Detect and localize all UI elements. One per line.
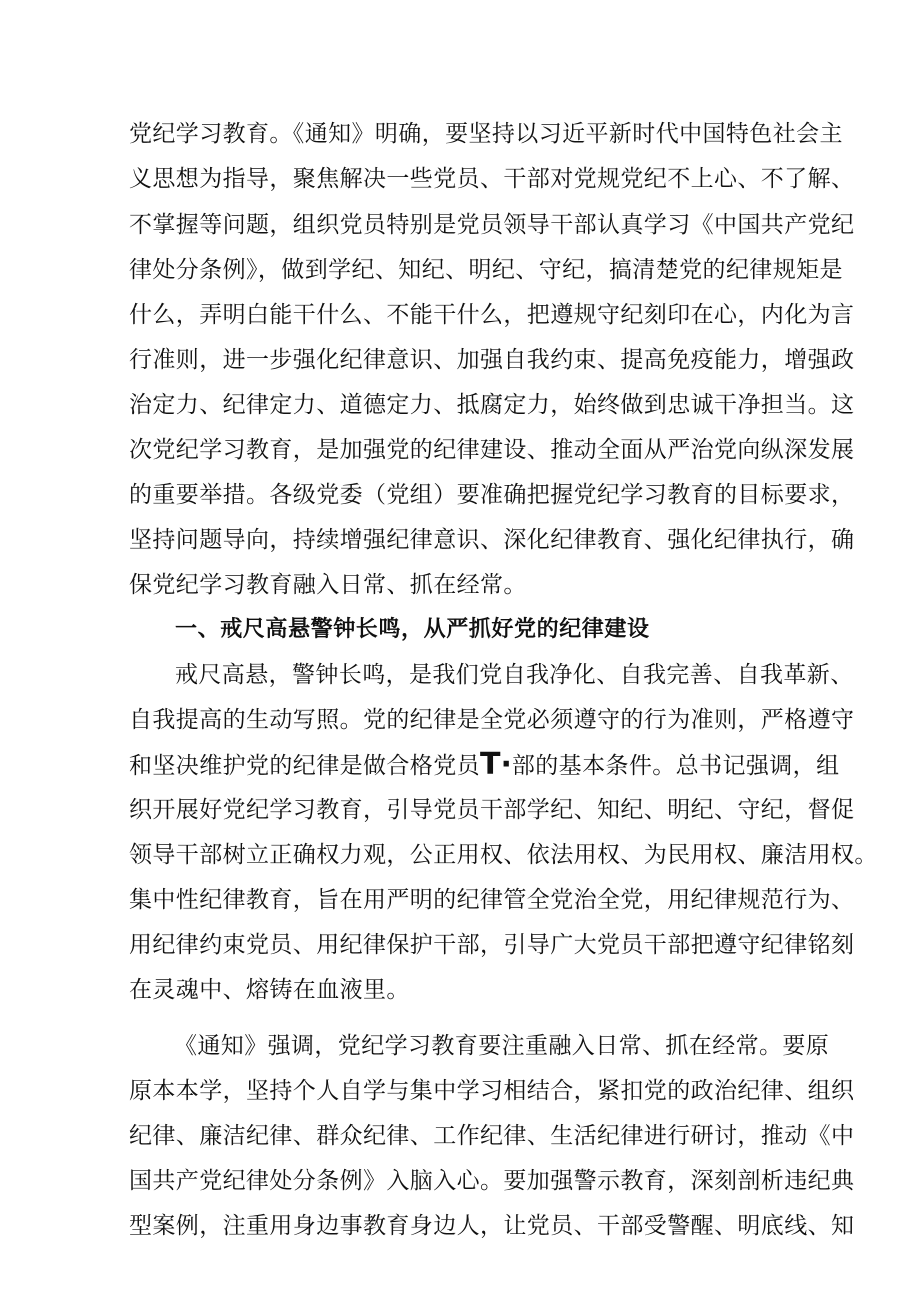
paragraph-1-line: 的重要举措。各级党委（党组）要准确把握党纪学习教育的目标要求，: [129, 482, 855, 508]
paragraph-3-line: 《通知》强调，党纪学习教育要注重融入日常、抓在经常。要原: [174, 1033, 830, 1059]
paragraph-2-line: 自我提高的生动写照。党的纪律是全党必须遵守的行为准则，严格遵守: [129, 707, 855, 733]
paragraph-2-line: 领导干部树立正确权力观，公正用权、依法用权、为民用权、廉洁用权。: [129, 842, 878, 868]
paragraph-2-line: 用纪律约束党员、用纪律保护干部，引导广大党员干部把遵守纪律铭刻: [129, 932, 855, 958]
paragraph-3-line: 型案例，注重用身边事教育身边人，让党员、干部受警醒、明底线、知: [129, 1213, 855, 1239]
section-heading: 一、戒尺高悬警钟长鸣，从严抓好党的纪律建设: [175, 617, 650, 642]
paragraph-2-text-before: 和坚决维护党的纪律是做合格党员: [129, 753, 480, 779]
paragraph-1-line: 党纪学习教育。《通知》明确，要坚持以习近平新时代中国特色社会主: [129, 121, 843, 147]
paragraph-1-line: 坚持问题导向，持续增强纪律意识、深化纪律教育、强化纪律执行，确: [129, 527, 855, 553]
paragraph-1-line: 什么，弄明白能干什么、不能干什么，把遵规守纪刻印在心，内化为言: [129, 302, 855, 328]
paragraph-2-line: 织开展好党纪学习教育，引导党员干部学纪、知纪、明纪、守纪，督促: [129, 797, 855, 823]
paragraph-1-line: 行准则，进一步强化纪律意识、加强自我约束、提高免疫能力，增强政: [129, 347, 855, 373]
paragraph-3-line: 原本本学，坚持个人自学与集中学习相结合，紧扣党的政治纪律、组织: [129, 1078, 855, 1104]
paragraph-1-line: 律处分条例》，做到学纪、知纪、明纪、守纪，搞清楚党的纪律规矩是: [129, 257, 843, 283]
paragraph-2-line: 戒尺高悬，警钟长鸣，是我们党自我净化、自我完善、自我革新、: [175, 662, 854, 688]
paragraph-1-line: 不掌握等问题，组织党员特别是党员领导干部认真学习《中国共产党纪: [129, 212, 855, 238]
paragraph-2-text-after: 部的基本条件。总书记强调，组: [511, 753, 840, 779]
paragraph-2-line: [129, 745, 840, 785]
paragraph-1-line: 义思想为指导，聚焦解决一些党员、干部对党规党纪不上心、不了解、: [129, 166, 855, 192]
paragraph-3-line: 国共产党纪律处分条例》入脑入心。要加强警示教育，深刻剖析违纪典: [129, 1168, 855, 1194]
scan-artifact-glyph: T·: [480, 747, 512, 782]
paragraph-1-line: 次党纪学习教育，是加强党的纪律建设、推动全面从严治党向纵深发展: [129, 437, 855, 463]
paragraph-1-line: 治定力、纪律定力、道德定力、抵腐定力，始终做到忠诚干净担当。这: [129, 392, 855, 418]
paragraph-2-line: 集中性纪律教育，旨在用严明的纪律管全党治全党，用纪律规范行为、: [129, 887, 855, 913]
paragraph-3-line: 纪律、廉洁纪律、群众纪律、工作纪律、生活纪律进行研讨，推动《中: [129, 1123, 855, 1149]
paragraph-2-line: 在灵魂中、熔铸在血液里。: [129, 977, 410, 1003]
paragraph-1-line: 保党纪学习教育融入日常、抓在经常。: [129, 572, 527, 598]
